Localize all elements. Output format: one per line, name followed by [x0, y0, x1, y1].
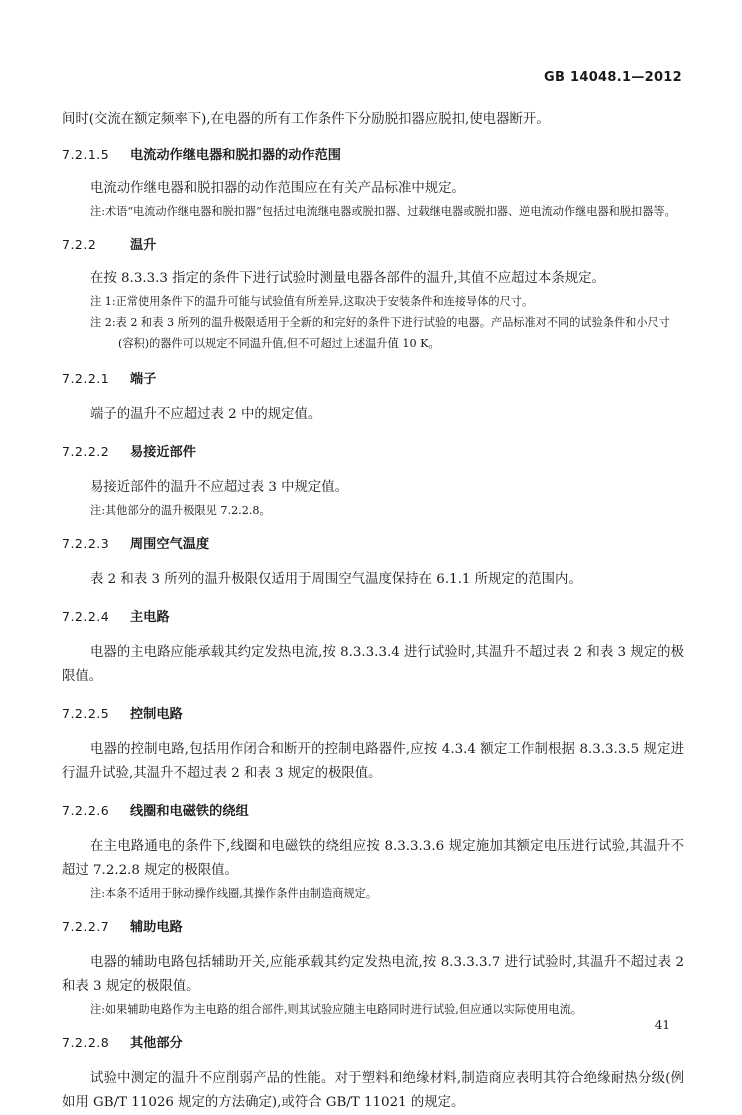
section-paragraph: 电器的控制电路,包括用作闭合和断开的控制电路器件,应按 4.3.4 额定工作制根据 8.3.3.3.5 规定进行温升试验,其温升不超过表 2 和表 3 规定的极限值。	[62, 742, 684, 781]
section-paragraph: 端子的温升不应超过表 2 中的规定值。	[90, 407, 322, 422]
section-heading-7227	[62, 916, 684, 939]
note-2: 注 2:表 2 和表 3 所列的温升极限适用于全新的和完好的条件下进行试验的电器。产品标准对不同的试验条件和小尺寸(容积)的器件可以规定不同温升值,但不可超过上述温升值 10 K。	[90, 316, 670, 350]
section-number: 7.2.2.2	[62, 444, 110, 459]
document-body	[62, 108, 684, 1115]
section-title: 易接近部件	[130, 445, 196, 460]
section-number: 7.2.2.7	[62, 919, 110, 934]
section-number: 7.2.2.4	[62, 609, 110, 624]
section-heading-7222	[62, 441, 684, 464]
section-title: 温升	[130, 238, 157, 253]
section-heading-7215	[62, 144, 684, 167]
section-title: 电流动作继电器和脱扣器的动作范围	[130, 148, 341, 163]
section-title: 端子	[130, 372, 157, 387]
section-title: 周围空气温度	[130, 537, 210, 552]
section-title: 辅助电路	[130, 920, 183, 935]
note: 注:如果辅助电路作为主电路的组合部件,则其试验应随主电路同时进行试验,但应通以实际使用电流。	[90, 1003, 582, 1016]
section-number: 7.2.2	[62, 237, 97, 252]
section-title: 控制电路	[130, 707, 183, 722]
section-heading-7225	[62, 703, 684, 726]
section-heading-7223	[62, 533, 684, 556]
section-paragraph: 电器的辅助电路包括辅助开关,应能承载其约定发热电流,按 8.3.3.3.7 进行试验时,其温升不超过表 2 和表 3 规定的极限值。	[62, 955, 684, 994]
note-1: 注 1:正常使用条件下的温升可能与试验值有所差异,这取决于安装条件和连接导体的尺寸。	[90, 295, 534, 308]
section-number: 7.2.1.5	[62, 147, 110, 162]
section-number: 7.2.2.5	[62, 706, 110, 721]
section-heading-7221	[62, 368, 684, 391]
note: 注:其他部分的温升极限见 7.2.2.8。	[90, 504, 271, 517]
section-number: 7.2.2.8	[62, 1035, 110, 1050]
intro-paragraph: 间时(交流在额定频率下),在电器的所有工作条件下分励脱扣器应脱扣,使电器断开。	[62, 112, 550, 127]
section-title: 其他部分	[130, 1036, 183, 1051]
section-heading-7226	[62, 800, 684, 823]
page-number: 41	[654, 1018, 670, 1032]
note: 注:本条不适用于脉动操作线圈,其操作条件由制造商规定。	[90, 887, 378, 900]
section-number: 7.2.2.6	[62, 803, 110, 818]
section-heading-722	[62, 234, 684, 257]
section-paragraph: 表 2 和表 3 所列的温升极限仅适用于周围空气温度保持在 6.1.1 所规定的范围内。	[90, 572, 582, 587]
section-paragraph: 试验中测定的温升不应削弱产品的性能。对于塑料和绝缘材料,制造商应表明其符合绝缘耐热分级(例如用 GB/T 11026 规定的方法确定),或符合 GB/T 11021 的规定。	[62, 1071, 684, 1110]
section-paragraph: 易接近部件的温升不应超过表 3 中规定值。	[90, 480, 349, 495]
section-paragraph: 在按 8.3.3.3 指定的条件下进行试验时测量电器各部件的温升,其值不应超过本条规定。	[90, 271, 605, 286]
section-heading-7224	[62, 606, 684, 629]
standard-code: GB 14048.1—2012	[544, 70, 682, 85]
section-number: 7.2.2.3	[62, 536, 110, 551]
section-title: 线圈和电磁铁的绕组	[130, 804, 249, 819]
section-heading-7228	[62, 1032, 684, 1055]
note: 注:术语“电流动作继电器和脱扣器”包括过电流继电器或脱扣器、过载继电器或脱扣器、逆电流动作继电器和脱扣器等。	[90, 205, 676, 218]
section-title: 主电路	[130, 610, 170, 625]
section-number: 7.2.2.1	[62, 371, 110, 386]
section-paragraph: 电流动作继电器和脱扣器的动作范围应在有关产品标准中规定。	[90, 181, 465, 196]
section-paragraph: 在主电路通电的条件下,线圈和电磁铁的绕组应按 8.3.3.3.6 规定施加其额定电压进行试验,其温升不超过 7.2.2.8 规定的极限值。	[62, 839, 684, 878]
section-paragraph: 电器的主电路应能承载其约定发热电流,按 8.3.3.3.4 进行试验时,其温升不超过表 2 和表 3 规定的极限值。	[62, 645, 684, 684]
